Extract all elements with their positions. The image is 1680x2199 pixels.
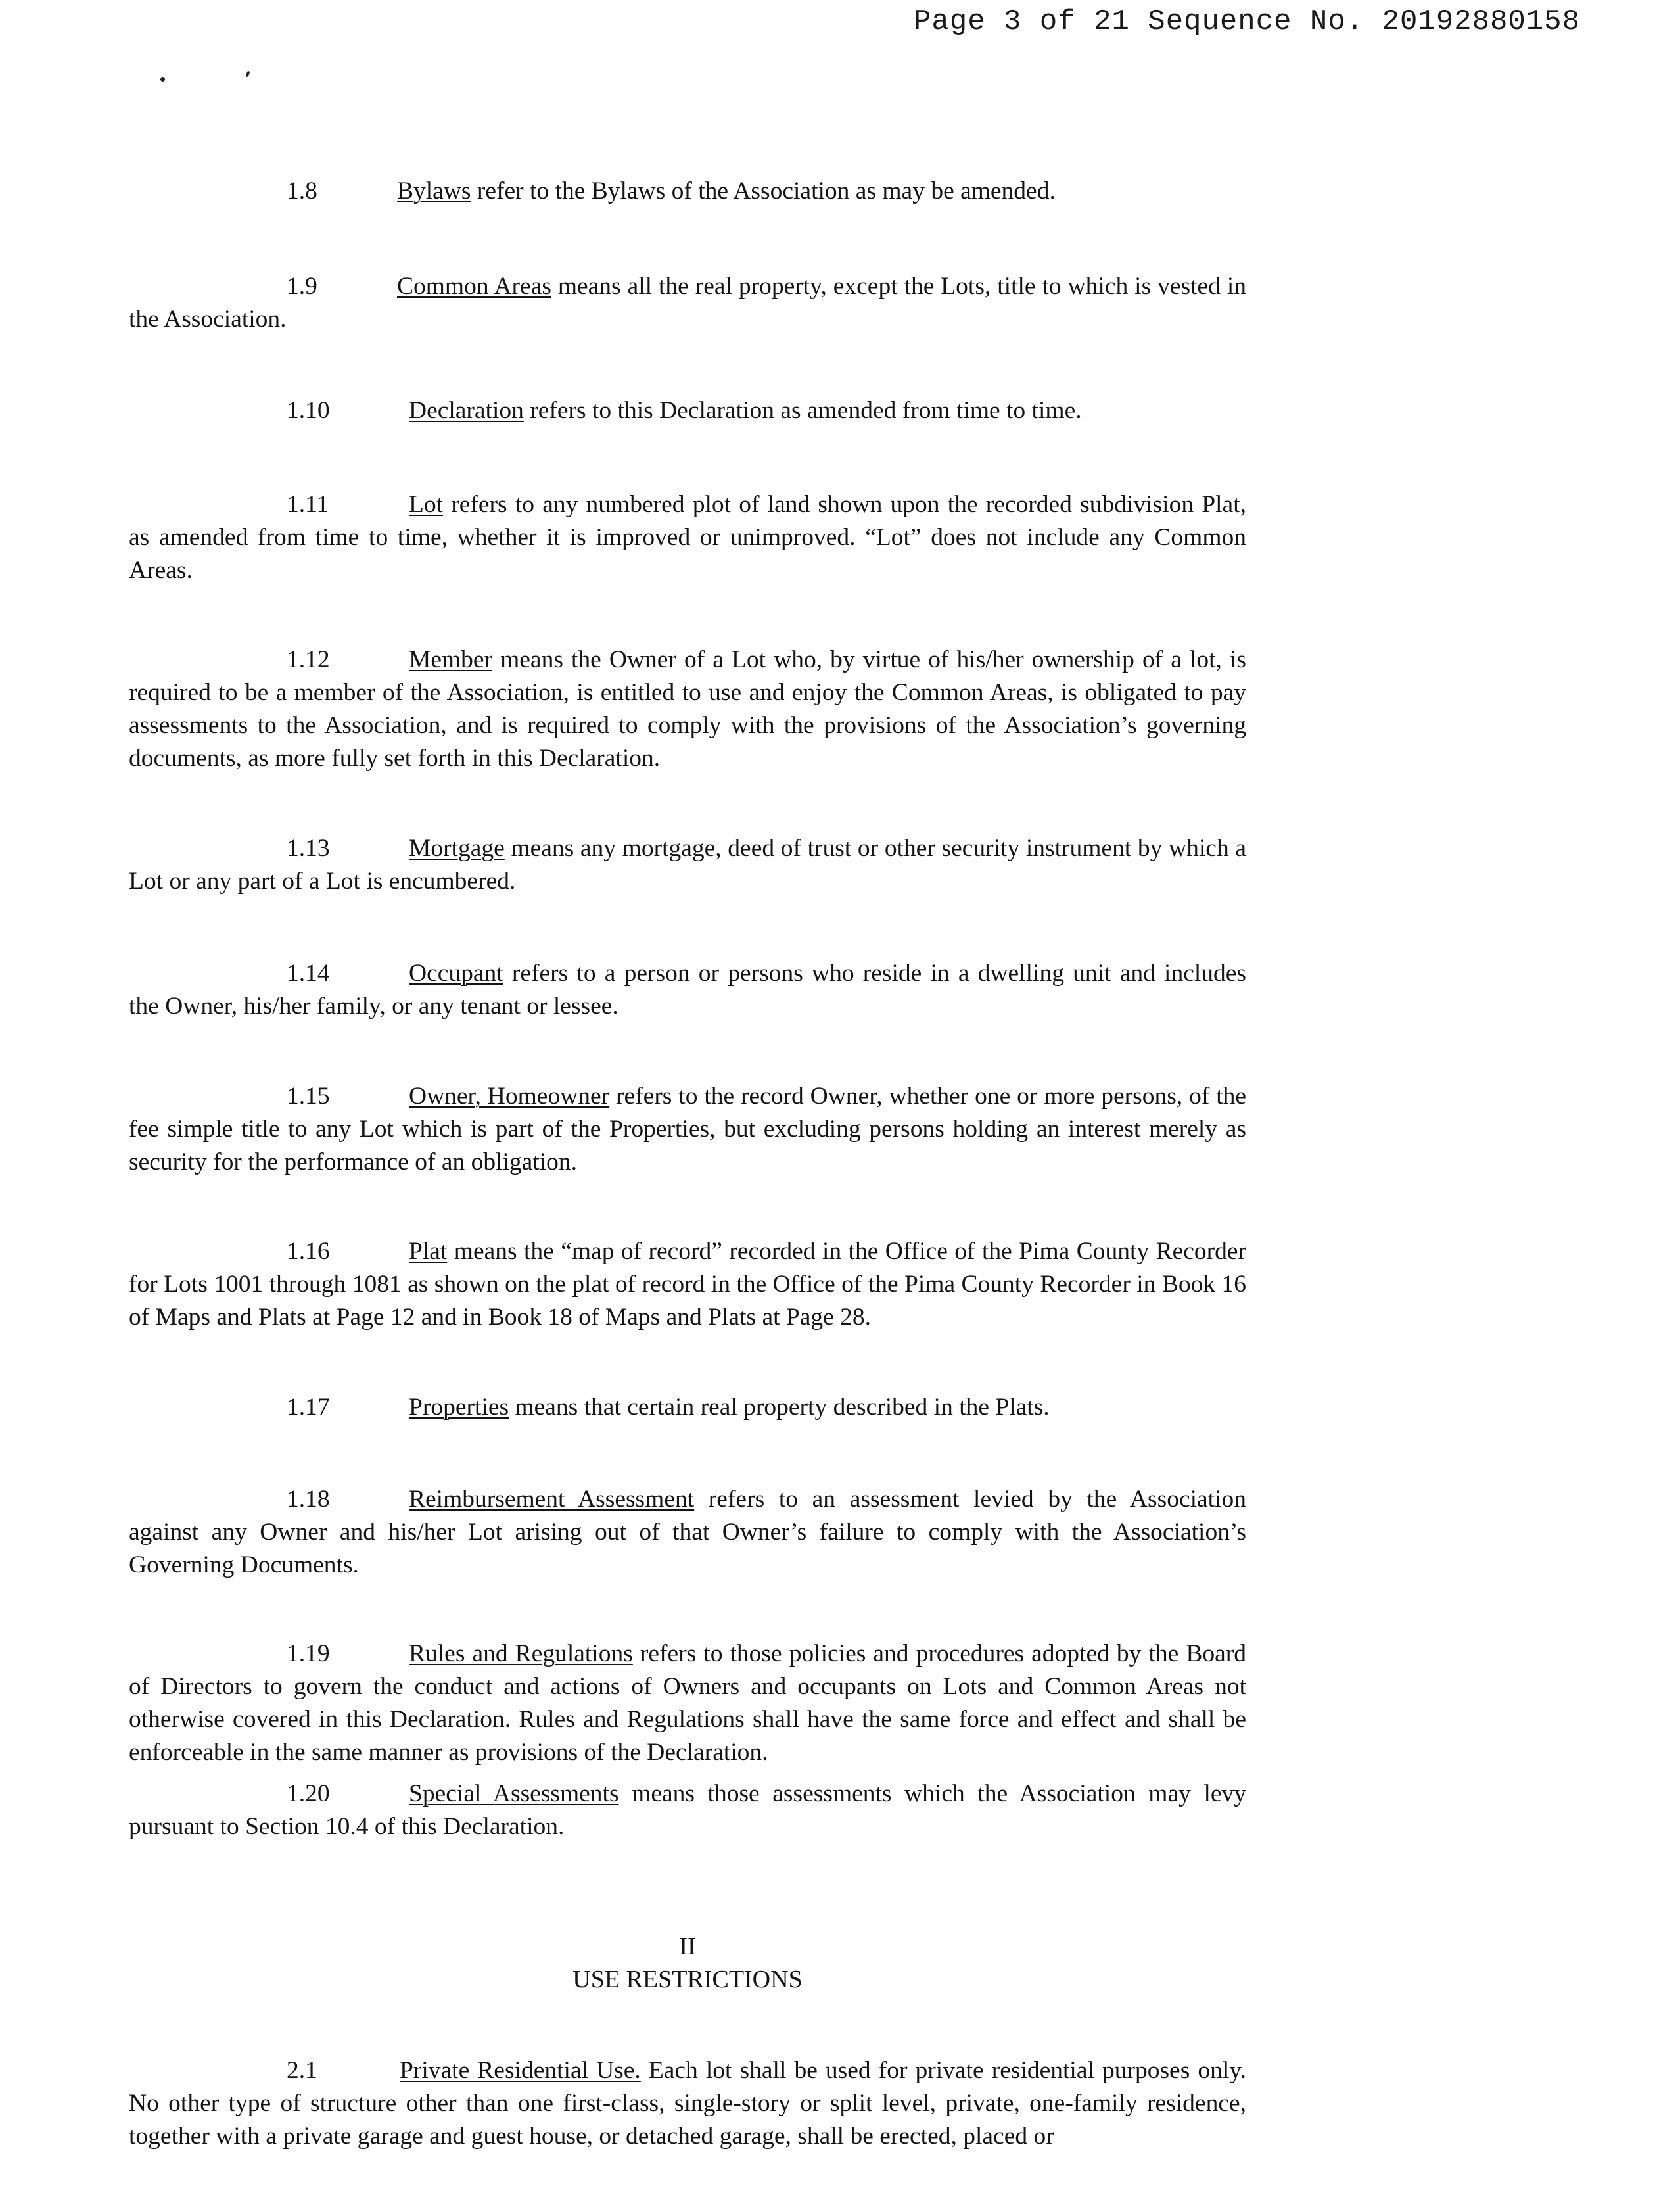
section-1-19: 1.19 Rules and Regulations refers to those policies and procedures adopted by the Board of Directors to govern the conduct and actions of Owners and occupants on Lots and Common Areas not otherwise covered in this Declaration. Rules and Regulations shall have the same force and effect and shall be enforceable in the same manner as provisions of the Declaration. xyxy=(129,1640,1246,1766)
defined-term: Common Areas xyxy=(397,273,551,300)
section-text: refers to the record Owner, whether one or more persons, of the fee simple title to any Lot which is part of the Properties, but excluding persons holding an interest merely as security for the performance of an obligation. xyxy=(129,1083,1247,1175)
section-1-8: 1.8 Bylaws refer to the Bylaws of the Association as may be amended. xyxy=(287,177,1056,204)
section-text: refers to this Declaration as amended from time to time. xyxy=(523,397,1082,424)
scan-mark-tick xyxy=(246,71,250,78)
defined-term: Member xyxy=(409,646,493,673)
section-1-15: 1.15 Owner, Homeowner refers to the record Owner, whether one or more persons, of the fee simple title to any Lot which is part of the Properties, but excluding persons holding an interest merely as security for the performance of an obligation. xyxy=(129,1083,1247,1175)
section-text: means that certain real property described in the Plats. xyxy=(509,1394,1050,1421)
section-text: refers to an assessment levied by the Association against any Owner and his/her Lot arising out of that Owner’s failure to comply with the Association’s Governing Documents. xyxy=(129,1486,1246,1578)
defined-term: Plat xyxy=(409,1238,448,1265)
section-1-17: 1.17 Properties means that certain real property described in the Plats. xyxy=(287,1394,1050,1421)
defined-term: Properties xyxy=(409,1394,509,1421)
article-title: USE RESTRICTIONS xyxy=(572,1966,803,1993)
defined-term: Mortgage xyxy=(409,835,505,862)
section-text: means the Owner of a Lot who, by virtue of his/her ownership of a lot, is required to be a member of the Association, is entitled to use and enjoy the Common Areas, is obligated to pay assessments to the Association, and is required to comply with the provisions of the Association’s governing documents, as more fully set forth in this Declaration. xyxy=(129,646,1246,772)
scan-mark-dot xyxy=(160,77,165,82)
section-1-9: 1.9 Common Areas means all the real property, except the Lots, title to which is vested in the Association. xyxy=(129,273,1247,333)
defined-term: Declaration xyxy=(409,397,524,424)
section-1-12: 1.12 Member means the Owner of a Lot who, by virtue of his/her ownership of a lot, is required to be a member of the Association, is entitled to use and enjoy the Common Areas, is obligated to pay assessments to the Association, and is required to comply with the provisions of the Association’s governing documents, as more fully set forth in this Declaration. xyxy=(129,646,1246,772)
defined-term: Owner, Homeowner xyxy=(409,1083,610,1110)
section-text: refer to the Bylaws of the Association as may be amended. xyxy=(471,177,1056,204)
defined-term: Reimbursement Assessment xyxy=(409,1486,695,1513)
defined-term: Occupant xyxy=(409,960,503,987)
defined-term: Private Residential Use. xyxy=(400,2057,641,2084)
section-1-11: 1.11 Lot refers to any numbered plot of land shown upon the recorded subdivision Plat, as amended from time to time, whether it is improved or unimproved. “Lot” does not include any Common Areas. xyxy=(129,491,1246,584)
defined-term: Lot xyxy=(409,491,444,518)
section-1-14: 1.14 Occupant refers to a person or persons who reside in a dwelling unit and includes the Owner, his/her family, or any tenant or lessee. xyxy=(129,960,1246,1020)
section-1-20: 1.20 Special Assessments means those assessments which the Association may levy pursuant to Section 10.4 of this Declaration. xyxy=(129,1780,1247,1840)
page-header: Page 3 of 21 Sequence No. 20192880158 xyxy=(914,5,1580,38)
defined-term: Rules and Regulations xyxy=(409,1640,633,1667)
section-text: means the “map of record” recorded in the Office of the Pima County Recorder for Lots 1001 through 1081 as shown on the plat of record in the Office of the Pima County Recorder in Book 16 of Maps and Plats at Page 12 and in Book 18 of Maps and Plats at Page 28. xyxy=(129,1238,1246,1331)
section-2-1: 2.1 Private Residential Use. Each lot shall be used for private residential purposes only. No other type of structure other than one first-class, single-story or split level, private, one-family residence, together with a private garage and guest house, or detached garage, shall be erected, placed or xyxy=(129,2057,1246,2150)
article-numeral: II xyxy=(679,1933,696,1960)
section-1-18: 1.18 Reimbursement Assessment refers to an assessment levied by the Association against any Owner and his/her Lot arising out of that Owner’s failure to comply with the Association’s Governing Documents. xyxy=(129,1486,1246,1578)
section-text: refers to those policies and procedures adopted by the Board of Directors to govern the conduct and actions of Owners and occupants on Lots and Common Areas not otherwise covered in this Declaration. Rules and Regulations shall have the same force and effect and shall be enforceable in the same manner as provisions of the Declaration. xyxy=(129,1640,1246,1766)
section-text: Each lot shall be used for private residential purposes only. No other type of structure other than one first-class, single-story or split level, private, one-family residence, together with a private garage and guest house, or detached garage, shall be erected, placed or xyxy=(129,2057,1246,2150)
section-1-10: 1.10 Declaration refers to this Declaration as amended from time to time. xyxy=(287,397,1082,424)
section-1-16: 1.16 Plat means the “map of record” recorded in the Office of the Pima County Recorder for Lots 1001 through 1081 as shown on the plat of record in the Office of the Pima County Recorder in Book 16 of Maps and Plats at Page 12 and in Book 18 of Maps and Plats at Page 28. xyxy=(129,1238,1246,1331)
section-text: refers to any numbered plot of land shown upon the recorded subdivision Plat, as amended from time to time, whether it is improved or unimproved. “Lot” does not include any Common Areas. xyxy=(129,491,1246,584)
section-text: means any mortgage, deed of trust or other security instrument by which a Lot or any part of a Lot is encumbered. xyxy=(129,835,1246,895)
section-text: means those assessments which the Association may levy pursuant to Section 10.4 of this Declaration. xyxy=(129,1780,1247,1840)
defined-term: Special Assessments xyxy=(409,1780,619,1807)
section-1-13: 1.13 Mortgage means any mortgage, deed of trust or other security instrument by which a Lot or any part of a Lot is encumbered. xyxy=(129,835,1246,895)
defined-term: Bylaws xyxy=(397,177,471,204)
section-text: refers to a person or persons who reside in a dwelling unit and includes the Owner, his/her family, or any tenant or lessee. xyxy=(129,960,1246,1020)
section-text: means all the real property, except the Lots, title to which is vested in the Association. xyxy=(129,273,1247,333)
